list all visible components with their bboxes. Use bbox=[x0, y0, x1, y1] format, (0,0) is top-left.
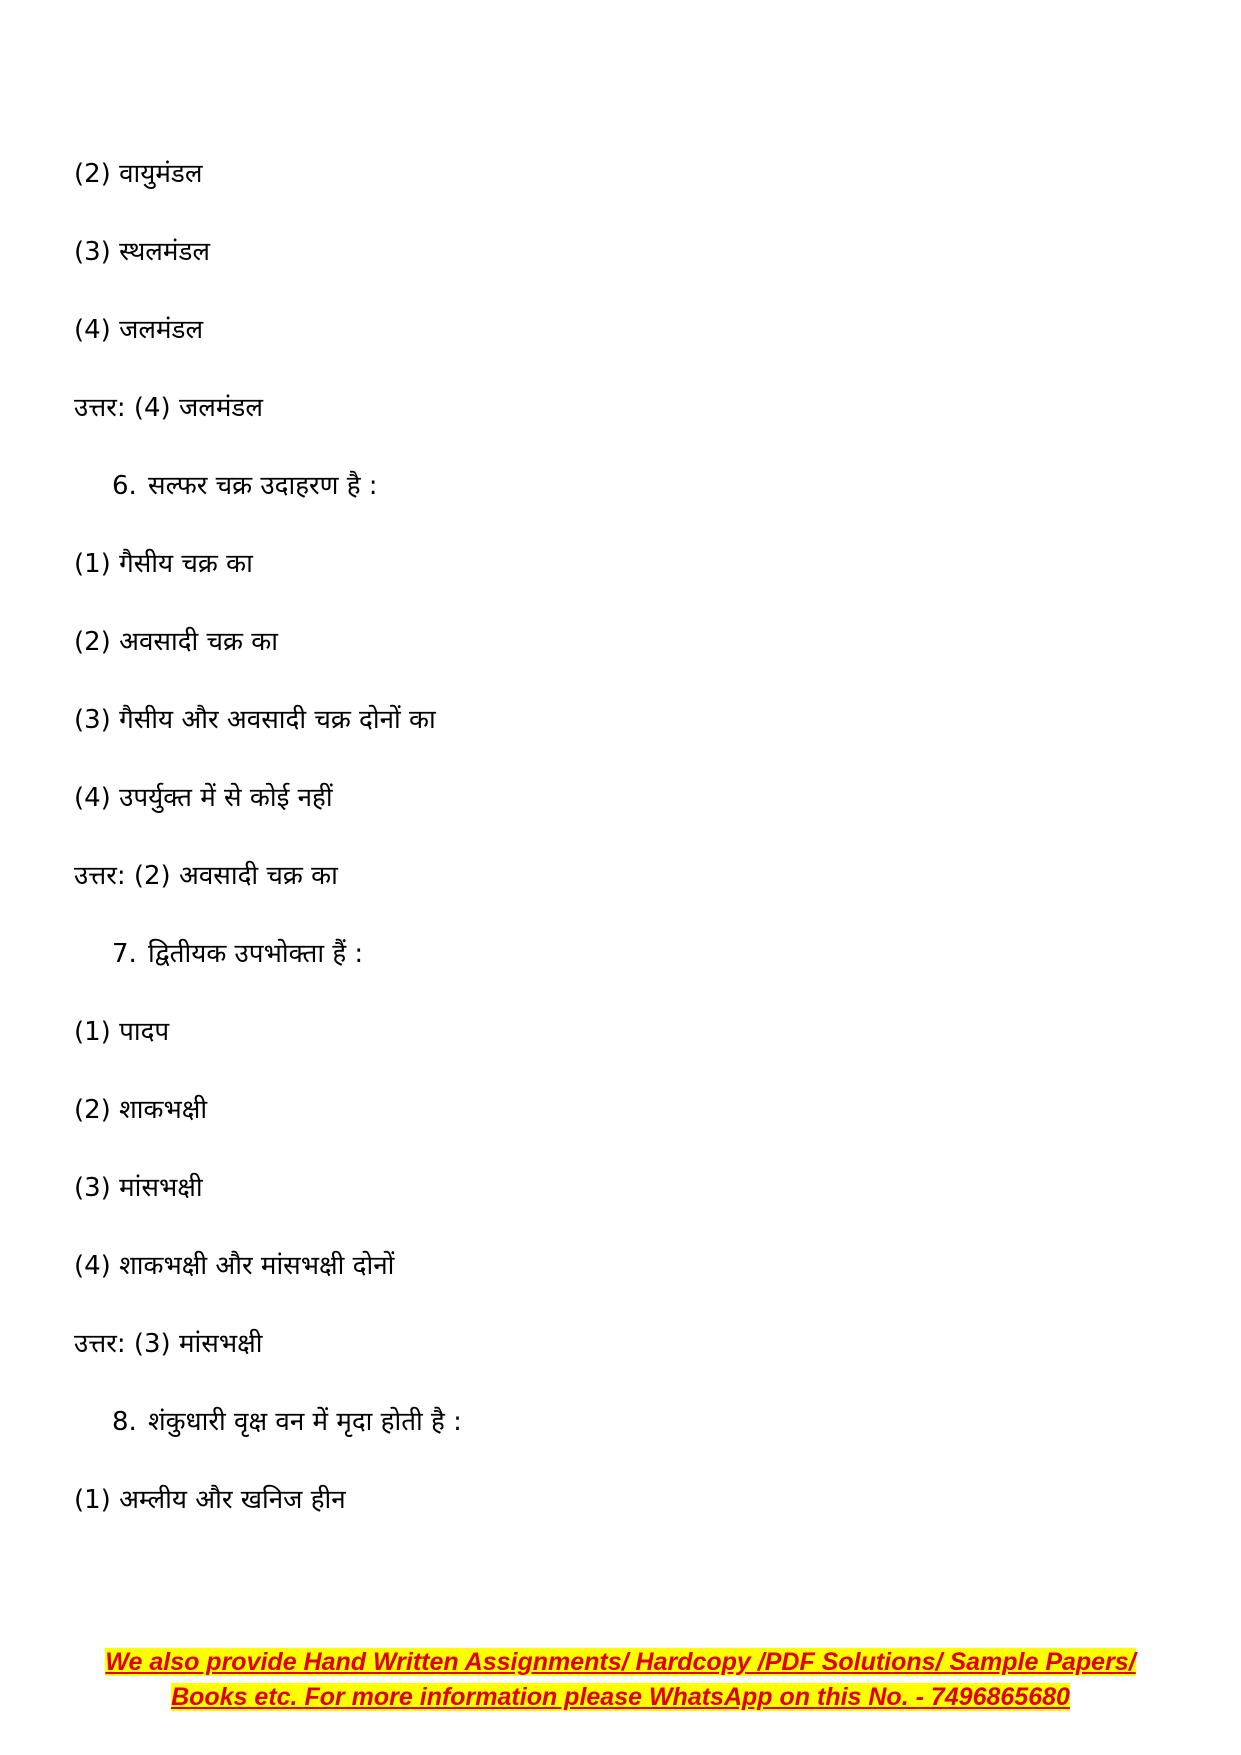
question-text: शंकुधारी वृक्ष वन में मृदा होती है : bbox=[148, 1407, 462, 1437]
footer-line-2: Books etc. For more information please WhatsApp on this No. - 7496865680 bbox=[171, 1683, 1070, 1711]
question-text: सल्फर चक्र उदाहरण है : bbox=[148, 471, 378, 501]
option-q7-1: (1) पादप bbox=[74, 1017, 170, 1047]
option-q6-4: (4) उपर्युक्त में से कोई नहीं bbox=[74, 783, 333, 813]
question-text: द्वितीयक उपभोक्ता हैं : bbox=[148, 939, 364, 969]
option-2-atmosphere: (2) वायुमंडल bbox=[74, 159, 203, 189]
option-q6-2: (2) अवसादी चक्र का bbox=[74, 627, 278, 657]
answer-q5: उत्तर: (4) जलमंडल bbox=[74, 393, 263, 423]
option-q6-1: (1) गैसीय चक्र का bbox=[74, 549, 253, 579]
question-number: 7. bbox=[112, 939, 137, 969]
question-8 bbox=[112, 1405, 462, 1439]
footer-line-1: We also provide Hand Written Assignments/ Hardcopy /PDF Solutions/ Sample Papers/ bbox=[105, 1648, 1136, 1676]
option-q7-3: (3) मांसभक्षी bbox=[74, 1173, 203, 1203]
option-q7-2: (2) शाकभक्षी bbox=[74, 1095, 208, 1125]
question-6 bbox=[112, 469, 378, 503]
answer-q6: उत्तर: (2) अवसादी चक्र का bbox=[74, 861, 338, 891]
option-q7-4: (4) शाकभक्षी और मांसभक्षी दोनों bbox=[74, 1251, 395, 1281]
option-q8-1: (1) अम्लीय और खनिज हीन bbox=[74, 1485, 346, 1515]
question-7 bbox=[112, 937, 363, 971]
option-q6-3: (3) गैसीय और अवसादी चक्र दोनों का bbox=[74, 705, 436, 735]
footer-advertisement bbox=[0, 1645, 1241, 1715]
question-number: 6. bbox=[112, 471, 137, 501]
question-number: 8. bbox=[112, 1407, 137, 1437]
option-4-hydrosphere: (4) जलमंडल bbox=[74, 315, 204, 345]
answer-q7: उत्तर: (3) मांसभक्षी bbox=[74, 1329, 263, 1359]
option-3-lithosphere: (3) स्थलमंडल bbox=[74, 237, 211, 267]
